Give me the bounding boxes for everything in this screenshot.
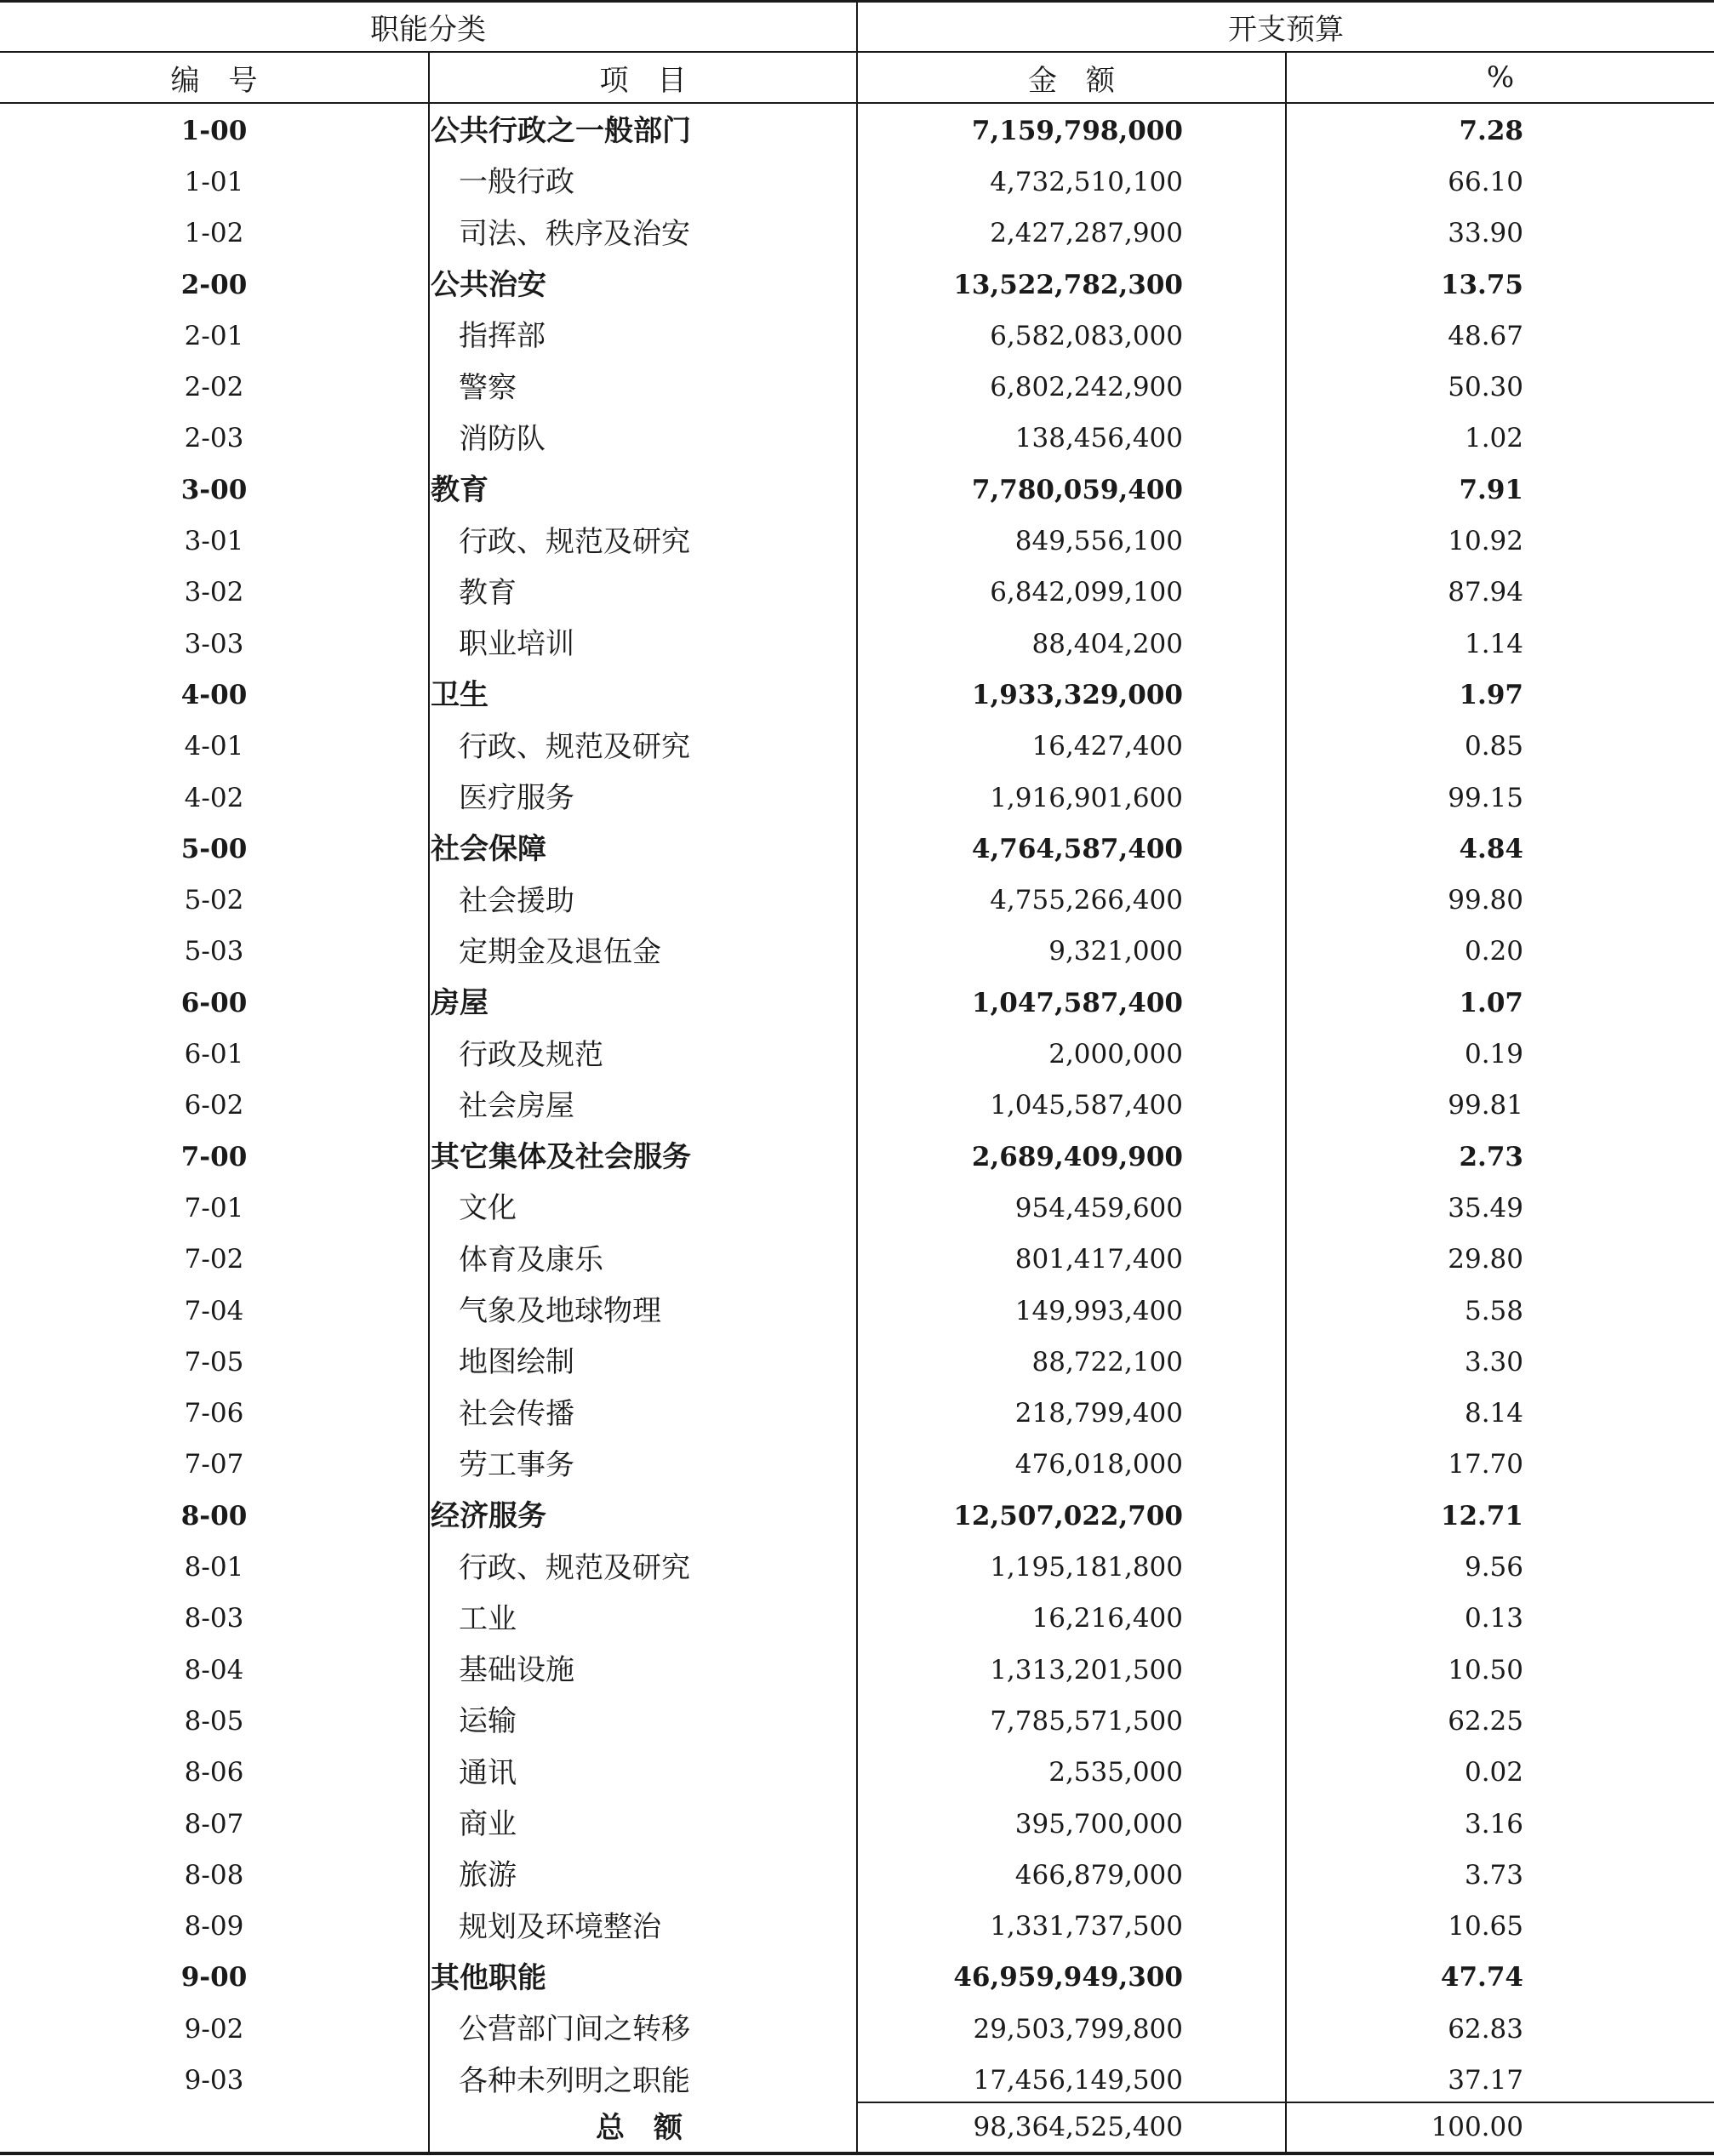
header-amount: 金 额 (1028, 63, 1115, 98)
row-item: 旅游 (459, 1858, 517, 1893)
row-item: 社会传播 (459, 1396, 574, 1431)
row-amount: 1,933,329,000 (971, 679, 1183, 710)
row-amount: 954,459,600 (1014, 1192, 1183, 1223)
row-percent: 13.75 (1440, 269, 1523, 300)
row-amount: 1,195,181,800 (990, 1552, 1183, 1583)
row-amount: 88,722,100 (1031, 1346, 1183, 1377)
row-amount: 4,732,510,100 (990, 166, 1183, 197)
row-item: 公共行政之一般部门 (431, 114, 691, 149)
row-item: 行政及规范 (459, 1037, 603, 1072)
row-amount: 12,507,022,700 (953, 1500, 1183, 1531)
row-item: 通讯 (459, 1755, 517, 1790)
row-percent: 10.50 (1448, 1654, 1523, 1685)
header-code: 编 号 (170, 63, 258, 98)
header-category: 职能分类 (370, 12, 486, 47)
row-code: 3-02 (184, 577, 244, 608)
row-amount: 4,755,266,400 (990, 885, 1183, 916)
row-amount: 2,689,409,900 (971, 1141, 1183, 1172)
row-item: 行政、规范及研究 (459, 1550, 690, 1585)
row-percent: 9.56 (1464, 1552, 1523, 1583)
row-code: 8-08 (184, 1859, 244, 1891)
row-code: 8-06 (184, 1757, 244, 1788)
row-item: 基础设施 (459, 1653, 574, 1688)
row-item: 消防队 (459, 421, 546, 456)
row-percent: 7.28 (1459, 115, 1523, 146)
row-code: 1-02 (184, 218, 244, 249)
row-percent: 1.02 (1464, 423, 1523, 454)
row-percent: 50.30 (1448, 372, 1523, 403)
row-item: 其他职能 (431, 1960, 546, 1995)
row-percent: 48.67 (1448, 320, 1523, 351)
row-percent: 10.92 (1448, 526, 1523, 557)
row-percent: 12.71 (1440, 1500, 1523, 1531)
row-percent: 66.10 (1448, 166, 1523, 197)
row-code: 9-02 (184, 2013, 244, 2045)
header-item: 项 目 (599, 63, 687, 98)
row-code: 1-01 (184, 166, 244, 197)
row-amount: 2,000,000 (1048, 1039, 1183, 1070)
row-percent: 1.97 (1459, 679, 1523, 710)
row-amount: 1,047,587,400 (971, 987, 1183, 1018)
row-item: 一般行政 (459, 165, 574, 200)
row-item: 行政、规范及研究 (459, 729, 690, 764)
row-item: 警察 (459, 370, 517, 405)
row-amount: 7,785,571,500 (990, 1705, 1183, 1737)
row-code: 2-00 (180, 269, 248, 300)
row-percent: 37.17 (1448, 2065, 1523, 2096)
row-percent: 0.02 (1464, 1757, 1523, 1788)
row-amount: 13,522,782,300 (953, 269, 1183, 300)
row-item: 医疗服务 (459, 781, 574, 816)
row-amount: 46,959,949,300 (953, 1962, 1183, 1993)
row-item: 劳工事务 (459, 1447, 574, 1482)
row-item: 运输 (459, 1704, 517, 1739)
row-code: 3-01 (184, 526, 244, 557)
row-item: 规划及环境整治 (459, 1909, 661, 1944)
divider-code-item (428, 51, 430, 2152)
row-item: 其它集体及社会服务 (431, 1140, 691, 1175)
row-percent: 0.13 (1464, 1603, 1523, 1634)
row-amount: 17,456,149,500 (973, 2065, 1183, 2096)
row-amount: 1,916,901,600 (990, 782, 1183, 813)
row-amount: 7,780,059,400 (971, 474, 1183, 505)
row-code: 2-03 (184, 423, 244, 454)
row-code: 8-03 (184, 1603, 244, 1634)
row-item: 各种未列明之职能 (459, 2063, 690, 2098)
row-code: 7-02 (184, 1244, 244, 1275)
header-budget: 开支预算 (1228, 12, 1344, 47)
row-code: 7-04 (184, 1295, 244, 1326)
row-percent: 0.85 (1464, 731, 1523, 762)
row-item: 社会房屋 (459, 1088, 574, 1123)
row-percent: 1.14 (1464, 628, 1523, 659)
row-percent: 2.73 (1459, 1141, 1523, 1172)
row-amount: 9,321,000 (1048, 936, 1183, 967)
row-item: 社会保障 (431, 832, 546, 867)
row-code: 8-09 (184, 1911, 244, 1942)
row-amount: 6,842,099,100 (990, 577, 1183, 608)
row-amount: 801,417,400 (1014, 1244, 1183, 1275)
row-item: 社会援助 (459, 883, 574, 918)
row-item: 体育及康乐 (459, 1242, 603, 1277)
row-amount: 16,427,400 (1031, 731, 1183, 762)
row-percent: 29.80 (1448, 1244, 1523, 1275)
row-code: 7-05 (184, 1346, 244, 1377)
row-amount: 7,159,798,000 (971, 115, 1183, 146)
row-item: 教育 (431, 473, 488, 508)
row-amount: 6,582,083,000 (990, 320, 1183, 351)
row-code: 8-00 (180, 1500, 248, 1531)
row-item: 房屋 (431, 986, 488, 1021)
row-amount: 4,764,587,400 (971, 833, 1183, 864)
row-code: 7-00 (180, 1141, 248, 1172)
row-code: 3-00 (180, 474, 248, 505)
row-amount: 149,993,400 (1014, 1295, 1183, 1326)
row-item: 定期金及退伍金 (459, 934, 661, 969)
row-percent: 3.30 (1464, 1346, 1523, 1377)
row-percent: 99.80 (1448, 885, 1523, 916)
row-percent: 10.65 (1448, 1911, 1523, 1942)
row-item: 指挥部 (459, 319, 546, 354)
row-code: 9-00 (180, 1962, 248, 1993)
bottom-rule (0, 2152, 1714, 2155)
row-code: 8-07 (184, 1808, 244, 1839)
row-code: 5-02 (184, 885, 244, 916)
row-item: 司法、秩序及治安 (459, 216, 690, 251)
row-percent: 17.70 (1448, 1449, 1523, 1480)
row-percent: 3.73 (1464, 1859, 1523, 1891)
row-code: 3-03 (184, 628, 244, 659)
row-percent: 47.74 (1440, 1962, 1523, 1993)
row-amount: 849,556,100 (1014, 526, 1183, 557)
row-code: 9-03 (184, 2065, 244, 2096)
row-item: 地图绘制 (459, 1345, 574, 1380)
row-percent: 8.14 (1464, 1398, 1523, 1429)
row-item: 卫生 (431, 678, 488, 713)
total-percent: 100.00 (1431, 2112, 1523, 2142)
row-item: 公共治安 (431, 268, 546, 303)
total-amount: 98,364,525,400 (973, 2112, 1183, 2142)
total-label: 总 额 (596, 2110, 683, 2145)
header-percent: % (1486, 60, 1515, 94)
row-percent: 1.07 (1459, 987, 1523, 1018)
row-code: 6-02 (184, 1090, 244, 1121)
row-amount: 2,535,000 (1048, 1757, 1183, 1788)
row-amount: 16,216,400 (1031, 1603, 1183, 1634)
row-amount: 138,456,400 (1014, 423, 1183, 454)
row-percent: 35.49 (1448, 1192, 1523, 1223)
row-amount: 476,018,000 (1014, 1449, 1183, 1480)
row-amount: 1,045,587,400 (990, 1090, 1183, 1121)
row-code: 7-06 (184, 1398, 244, 1429)
row-code: 4-02 (184, 782, 244, 813)
row-percent: 0.20 (1464, 936, 1523, 967)
row-percent: 4.84 (1459, 833, 1523, 864)
row-amount: 88,404,200 (1031, 628, 1183, 659)
row-code: 5-03 (184, 936, 244, 967)
row-item: 行政、规范及研究 (459, 524, 690, 559)
row-code: 8-01 (184, 1552, 244, 1583)
row-item: 公营部门间之转移 (459, 2012, 690, 2047)
row-code: 7-07 (184, 1449, 244, 1480)
row-amount: 1,331,737,500 (990, 1911, 1183, 1942)
row-code: 8-04 (184, 1654, 244, 1685)
row-item: 工业 (459, 1601, 517, 1636)
row-item: 经济服务 (431, 1499, 546, 1534)
row-item: 教育 (459, 575, 517, 610)
row-percent: 5.58 (1464, 1295, 1523, 1326)
row-amount: 218,799,400 (1014, 1398, 1183, 1429)
row-code: 1-00 (180, 115, 248, 146)
row-item: 气象及地球物理 (459, 1294, 661, 1329)
row-code: 8-05 (184, 1705, 244, 1737)
row-amount: 1,313,201,500 (990, 1654, 1183, 1685)
row-amount: 6,802,242,900 (990, 372, 1183, 403)
row-percent: 99.15 (1448, 782, 1523, 813)
row-code: 4-00 (180, 679, 248, 710)
row-item: 文化 (459, 1191, 517, 1226)
row-amount: 466,879,000 (1014, 1859, 1183, 1891)
row-code: 2-01 (184, 320, 244, 351)
row-percent: 62.25 (1448, 1705, 1523, 1737)
row-percent: 62.83 (1448, 2013, 1523, 2045)
row-item: 职业培训 (459, 627, 574, 662)
row-item: 商业 (459, 1807, 517, 1842)
row-code: 2-02 (184, 372, 244, 403)
row-code: 6-01 (184, 1039, 244, 1070)
row-percent: 3.16 (1464, 1808, 1523, 1839)
row-code: 4-01 (184, 731, 244, 762)
row-percent: 7.91 (1459, 474, 1523, 505)
row-code: 7-01 (184, 1192, 244, 1223)
row-amount: 2,427,287,900 (990, 218, 1183, 249)
row-code: 6-00 (180, 987, 248, 1018)
row-code: 5-00 (180, 833, 248, 864)
row-percent: 0.19 (1464, 1039, 1523, 1070)
row-percent: 87.94 (1448, 577, 1523, 608)
row-amount: 29,503,799,800 (973, 2013, 1183, 2045)
row-percent: 33.90 (1448, 218, 1523, 249)
row-percent: 99.81 (1448, 1090, 1523, 1121)
row-amount: 395,700,000 (1014, 1808, 1183, 1839)
